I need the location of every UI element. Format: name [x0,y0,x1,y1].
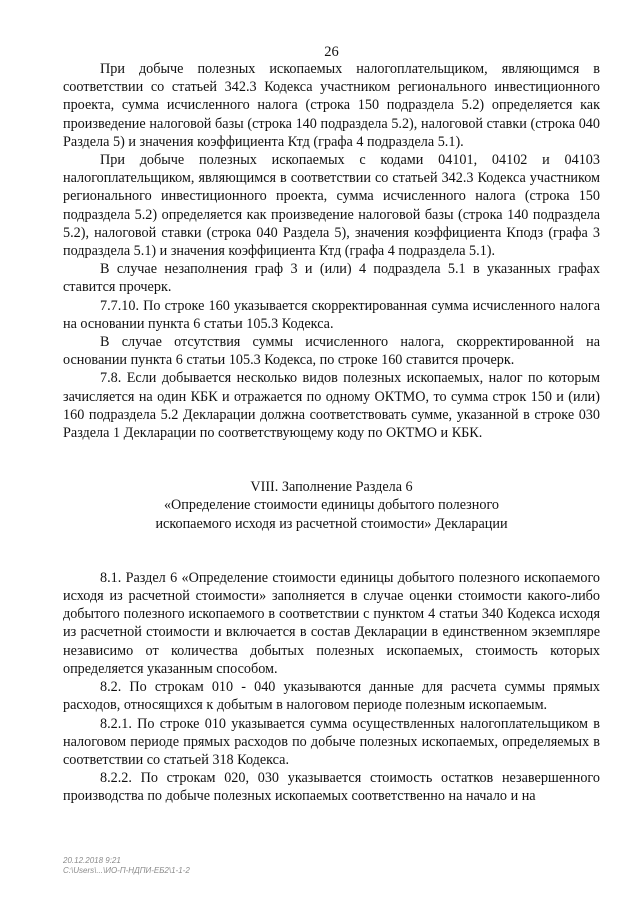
section-heading-line: ископаемого исходя из расчетной стоимости» Декларации [155,515,508,532]
paragraph: 7.7.10. По строке 160 указывается скорректированная сумма исчисленного налога на основании пункта 6 статьи 105.3 Кодекса. [63,297,600,332]
paragraph: При добыче полезных ископаемых налогоплательщиком, являющимся в соответствии со статьей 342.3 Кодекса участником регионального инвестиционного проекта, сумма исчисленного налога (строка 150 подраздела 5.2) определяется как произведение налоговой базы (строка 140 подраздела 5.2), налоговой ставки (строка 040 Раздела 5) и значения коэффициента Ктд (графа 4 подраздела 5.1). [63,61,600,150]
paragraph: 8.2.2. По строкам 020, 030 указывается стоимость остатков незавершенного производства по добыче полезных ископаемых соответственно на начало и на [63,770,600,805]
paragraph: 8.2.1. По строке 010 указывается сумма осуществленных налогоплательщиком в налоговом периоде прямых расходов по добыче полезных ископаемых, определяемых в соответствии со статьей 318 Кодекса. [63,715,600,768]
body-text-bottom [63,569,600,806]
paragraph: В случае отсутствия суммы исчисленного налога, скорректированной на основании пункта 6 статьи 105.3 Кодекса, по строке 160 ставится прочерк. [63,334,600,369]
paragraph: 8.1. Раздел 6 «Определение стоимости единицы добытого полезного ископаемого исходя из расчетной стоимости» заполняется в случае оценки стоимости какого-либо добытого полезного ископаемого в соответствии с пунктом 4 статьи 340 Кодекса исходя из расчетной стоимости и включается в состав Декларации в единственном экземпляре независимо от количества добытых полезных ископаемых, стоимость которых определяется указанным способом. [63,569,600,677]
section-heading-line: VIII. Заполнение Раздела 6 [250,479,413,496]
footer-filepath: С:\Users\...\ИО-П-НДПИ-ЕБ2\1-1-2 [63,866,190,875]
paragraph: 7.8. Если добывается несколько видов полезных ископаемых, налог по которым зачисляется на один КБК и отражается по одному ОКТМО, то сумма строк 150 и (или) 160 подраздела 5.2 Декларации должна соответствовать сумме, указанной в строке 030 Раздела 1 Декларации по соответствующему коду по ОКТМО и КБК. [63,370,600,442]
footer-timestamp: 20.12.2018 9:21 [63,856,121,865]
body-text-top [63,60,600,442]
section-heading-line: «Определение стоимости единицы добытого полезного [163,497,500,514]
page-number: 26 [324,44,339,60]
paragraph: В случае незаполнения граф 3 и (или) 4 подраздела 5.1 в указанных графах ставится прочерк. [63,261,600,296]
paragraph: При добыче полезных ископаемых с кодами 04101, 04102 и 04103 налогоплательщиком, являющимся в соответствии со статьей 342.3 Кодекса участником регионального инвестиционного проекта, сумма исчисленного налога (строка 150 подраздела 5.2) определяется как произведение налоговой базы (строка 140 подраздела 5.2), налоговой ставки (строка 040 Раздела 5), значения коэффициента Кподз (графа 3 подраздела 5.1) и значения коэффициента Ктд (графа 4 подраздела 5.1). [63,152,600,260]
section-heading [63,478,600,533]
paragraph: 8.2. По строкам 010 - 040 указываются данные для расчета суммы прямых расходов, относящихся к добытым в налоговом периоде полезным ископаемым. [63,679,600,714]
file-footer [63,856,190,876]
